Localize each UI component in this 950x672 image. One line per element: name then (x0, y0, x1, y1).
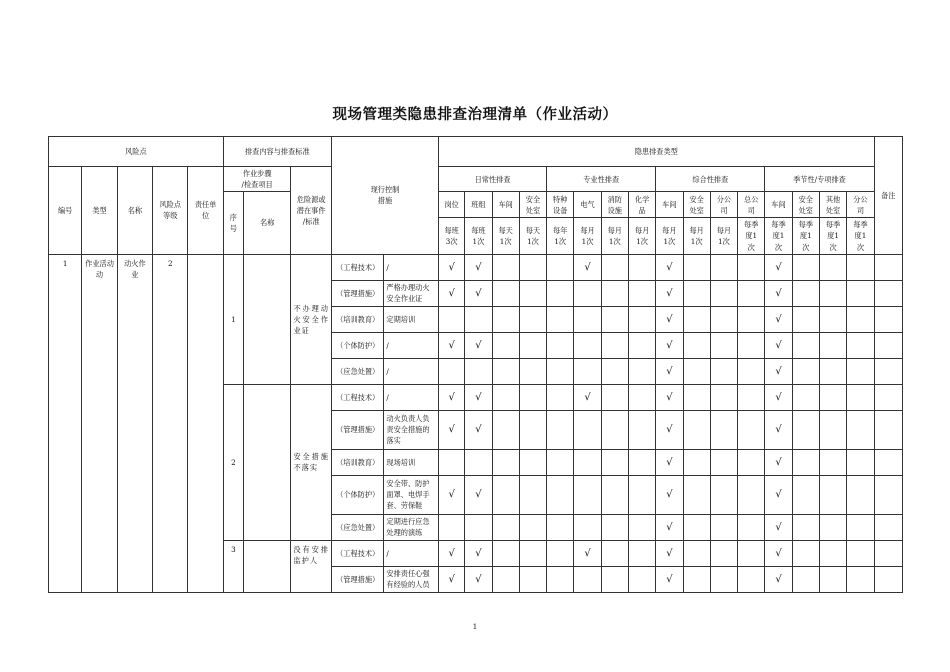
check-cell (710, 306, 737, 332)
check-cell: √ (765, 384, 792, 410)
check-cell (847, 254, 874, 280)
check-cell (847, 566, 874, 592)
record-unit (188, 254, 223, 592)
check-cell (439, 514, 465, 540)
header-col-9: 车间 (656, 192, 683, 218)
check-cell: √ (765, 254, 792, 280)
check-cell (738, 306, 765, 332)
header-freq-12: 每季 度1 次 (738, 218, 765, 254)
check-cell (819, 332, 846, 358)
check-cell (683, 514, 710, 540)
check-cell (792, 410, 819, 449)
remark-cell (874, 475, 902, 514)
hazard-checklist-table (48, 136, 903, 593)
measure-detail: / (384, 540, 439, 566)
check-cell (574, 449, 601, 475)
check-cell (601, 514, 628, 540)
table-body (49, 137, 903, 593)
check-cell (819, 566, 846, 592)
check-cell (792, 254, 819, 280)
check-cell (492, 332, 519, 358)
check-cell (465, 514, 492, 540)
check-cell (439, 306, 465, 332)
header-freq-15: 每季 度1 次 (819, 218, 846, 254)
measure-type: （工程技术） (331, 540, 384, 566)
header-freq-5: 每年 1次 (547, 218, 574, 254)
check-cell (710, 332, 737, 358)
check-cell (710, 475, 737, 514)
measure-detail: / (384, 384, 439, 410)
measure-type: （应急处置） (331, 514, 384, 540)
measure-type: （管理措施） (331, 410, 384, 449)
check-cell (819, 384, 846, 410)
check-cell: √ (574, 384, 601, 410)
remark-cell (874, 540, 902, 566)
check-cell (574, 332, 601, 358)
check-cell (601, 540, 628, 566)
measure-detail: 定期进行应急处理的演练 (384, 514, 439, 540)
measure-type: （工程技术） (331, 384, 384, 410)
measure-type: （培训教育） (331, 306, 384, 332)
record-name: 动火作 业 (117, 254, 152, 592)
header-hazard-types: 隐患排查类型 (439, 137, 875, 167)
group-hazard: 安全措施不落实 (291, 384, 331, 540)
check-cell (792, 449, 819, 475)
check-cell (792, 306, 819, 332)
check-cell (574, 306, 601, 332)
check-cell: √ (465, 475, 492, 514)
header-col-3: 车间 (492, 192, 519, 218)
check-cell (519, 306, 546, 332)
header-group-special: 专业性排查 (547, 167, 656, 192)
measure-detail: / (384, 332, 439, 358)
check-cell (683, 254, 710, 280)
check-cell (819, 475, 846, 514)
header-freq-8: 每月 1次 (628, 218, 655, 254)
remark-cell (874, 280, 902, 306)
check-cell (547, 384, 574, 410)
check-cell: √ (439, 280, 465, 306)
check-cell (628, 384, 655, 410)
check-cell (792, 332, 819, 358)
check-cell (683, 540, 710, 566)
check-cell (547, 514, 574, 540)
check-cell (738, 514, 765, 540)
group-hazard: 没有安排监护人 (291, 540, 331, 592)
check-cell (547, 280, 574, 306)
group-seq: 2 (223, 384, 243, 540)
check-cell: √ (439, 475, 465, 514)
check-cell: √ (574, 540, 601, 566)
check-cell (683, 384, 710, 410)
measure-detail: 严格办理动火安全作业证 (384, 280, 439, 306)
check-cell (738, 475, 765, 514)
check-cell (819, 358, 846, 384)
check-cell: √ (656, 449, 683, 475)
check-cell (819, 280, 846, 306)
check-cell: √ (465, 566, 492, 592)
header-remark: 备注 (874, 137, 902, 255)
check-cell (547, 449, 574, 475)
check-cell: √ (574, 254, 601, 280)
check-cell (738, 449, 765, 475)
measure-type: （个体防护） (331, 475, 384, 514)
check-cell (628, 254, 655, 280)
check-cell (792, 280, 819, 306)
check-cell (628, 358, 655, 384)
measure-detail: 定期培训 (384, 306, 439, 332)
check-cell: √ (656, 306, 683, 332)
check-cell: √ (465, 254, 492, 280)
check-cell: √ (465, 384, 492, 410)
check-cell: √ (465, 540, 492, 566)
check-cell (574, 410, 601, 449)
check-cell (574, 566, 601, 592)
check-cell (628, 410, 655, 449)
check-cell (683, 280, 710, 306)
check-cell (547, 566, 574, 592)
check-cell (547, 410, 574, 449)
check-cell: √ (656, 384, 683, 410)
check-cell (574, 358, 601, 384)
check-cell: √ (765, 566, 792, 592)
document-title: 现场管理类隐患排查治理清单（作业活动） (332, 107, 618, 123)
check-cell (792, 566, 819, 592)
check-cell (492, 306, 519, 332)
header-freq-13: 每季 度1 次 (765, 218, 792, 254)
header-freq-4: 每天 1次 (519, 218, 546, 254)
check-cell (547, 254, 574, 280)
check-cell (628, 280, 655, 306)
check-cell (683, 332, 710, 358)
check-cell (492, 540, 519, 566)
group-hazard: 不办理动火安全作业证 (291, 254, 331, 384)
measure-detail: 安全带、防护面罩、电焊手套、劳保鞋 (384, 475, 439, 514)
measure-detail: / (384, 254, 439, 280)
check-cell (628, 449, 655, 475)
check-cell (738, 384, 765, 410)
check-cell (519, 566, 546, 592)
check-cell: √ (765, 410, 792, 449)
check-cell (847, 332, 874, 358)
check-cell (792, 358, 819, 384)
check-cell (519, 449, 546, 475)
check-cell (519, 540, 546, 566)
check-cell (574, 280, 601, 306)
header-col-8: 化学 品 (628, 192, 655, 218)
header-freq-11: 每月 1次 (710, 218, 737, 254)
check-cell: √ (439, 254, 465, 280)
header-no: 编号 (49, 167, 82, 255)
check-cell (492, 280, 519, 306)
check-cell (710, 280, 737, 306)
check-cell: √ (465, 280, 492, 306)
header-group-seasonal: 季节性/专项排查 (765, 167, 874, 192)
header-controls: 现行控制 措施 (331, 137, 438, 255)
check-cell: √ (439, 332, 465, 358)
check-cell: √ (439, 566, 465, 592)
check-cell (847, 280, 874, 306)
check-cell (519, 384, 546, 410)
record-type: 作业活动 动 (82, 254, 117, 592)
group-seq: 1 (223, 254, 243, 384)
header-freq-2: 每班 1次 (465, 218, 492, 254)
record-no: 1 (49, 254, 82, 592)
check-cell (601, 475, 628, 514)
check-cell (683, 358, 710, 384)
header-col-2: 班组 (465, 192, 492, 218)
check-cell: √ (465, 410, 492, 449)
check-cell: √ (656, 280, 683, 306)
header-freq-3: 每天 1次 (492, 218, 519, 254)
check-cell: √ (439, 384, 465, 410)
measure-detail: / (384, 358, 439, 384)
check-cell (601, 306, 628, 332)
check-cell: √ (656, 475, 683, 514)
header-col-12: 总公 司 (738, 192, 765, 218)
group-seq: 3 (223, 540, 243, 592)
header-name: 名称 (117, 167, 152, 255)
check-cell (738, 566, 765, 592)
check-cell: √ (765, 306, 792, 332)
check-cell (601, 254, 628, 280)
header-risk-point: 风险点 (49, 137, 224, 167)
check-cell (792, 384, 819, 410)
header-freq-14: 每季 度1 次 (792, 218, 819, 254)
check-cell (547, 306, 574, 332)
header-col-14: 安全 处室 (792, 192, 819, 218)
check-cell (465, 449, 492, 475)
check-cell (519, 280, 546, 306)
check-cell (683, 566, 710, 592)
header-seq: 序 号 (223, 192, 243, 254)
check-cell: √ (765, 540, 792, 566)
check-cell (738, 332, 765, 358)
check-cell (601, 332, 628, 358)
check-cell (738, 540, 765, 566)
check-cell (601, 410, 628, 449)
check-cell (792, 475, 819, 514)
record-level: 2 (153, 254, 188, 592)
remark-cell (874, 566, 902, 592)
measure-detail: 现场培训 (384, 449, 439, 475)
check-cell (465, 358, 492, 384)
check-cell: √ (439, 410, 465, 449)
check-cell (465, 306, 492, 332)
header-freq-1: 每班 3次 (439, 218, 465, 254)
check-cell (738, 280, 765, 306)
check-cell (738, 254, 765, 280)
header-freq-6: 每月 1次 (574, 218, 601, 254)
check-cell: √ (656, 566, 683, 592)
check-cell (601, 449, 628, 475)
check-cell (683, 306, 710, 332)
remark-cell (874, 306, 902, 332)
header-inspect-content: 排查内容与排查标准 (223, 137, 331, 167)
check-cell: √ (765, 332, 792, 358)
check-cell: √ (439, 540, 465, 566)
check-cell (601, 358, 628, 384)
header-col-10: 安全 处室 (683, 192, 710, 218)
header-freq-16: 每季 度1 次 (847, 218, 874, 254)
check-cell (819, 449, 846, 475)
header-hazard-std: 危险源或 潜在事件 /标准 (291, 167, 331, 255)
check-cell (683, 449, 710, 475)
check-cell (819, 410, 846, 449)
header-col-1: 岗位 (439, 192, 465, 218)
check-cell (519, 332, 546, 358)
check-cell (847, 306, 874, 332)
header-unit: 责任单 位 (188, 167, 223, 255)
check-cell (547, 332, 574, 358)
check-cell: √ (656, 254, 683, 280)
check-cell (492, 566, 519, 592)
header-col-11: 分公 司 (710, 192, 737, 218)
remark-cell (874, 410, 902, 449)
header-freq-9: 每月 1次 (656, 218, 683, 254)
measure-type: （应急处置） (331, 358, 384, 384)
check-cell (492, 449, 519, 475)
header-type: 类型 (82, 167, 117, 255)
measure-type: （工程技术） (331, 254, 384, 280)
check-cell (574, 475, 601, 514)
remark-cell (874, 514, 902, 540)
check-cell (847, 358, 874, 384)
check-cell: √ (765, 514, 792, 540)
remark-cell (874, 449, 902, 475)
check-cell (547, 475, 574, 514)
measure-type: （个体防护） (331, 332, 384, 358)
check-cell (738, 410, 765, 449)
header-risk-level: 风险点 等级 (153, 167, 188, 255)
check-cell (710, 540, 737, 566)
check-cell (710, 358, 737, 384)
check-cell (628, 514, 655, 540)
group-step (244, 540, 291, 592)
check-cell: √ (656, 410, 683, 449)
header-freq-10: 每月 1次 (683, 218, 710, 254)
check-cell (847, 384, 874, 410)
remark-cell (874, 254, 902, 280)
remark-cell (874, 358, 902, 384)
check-cell (819, 306, 846, 332)
check-cell: √ (465, 332, 492, 358)
header-step-name: 名称 (244, 192, 291, 254)
check-cell (519, 475, 546, 514)
header-col-5: 特种 设备 (547, 192, 574, 218)
group-step (244, 384, 291, 540)
check-cell (710, 449, 737, 475)
check-cell: √ (765, 475, 792, 514)
check-cell: √ (656, 540, 683, 566)
check-cell (628, 540, 655, 566)
check-cell (439, 449, 465, 475)
table-row (49, 254, 903, 280)
check-cell (683, 410, 710, 449)
check-cell (792, 514, 819, 540)
check-cell (628, 306, 655, 332)
measure-type: （管理措施） (331, 280, 384, 306)
check-cell (819, 540, 846, 566)
measure-detail: 安排责任心强有经验的人员 (384, 566, 439, 592)
group-step (244, 254, 291, 384)
check-cell (519, 254, 546, 280)
header-col-16: 分公 司 (847, 192, 874, 218)
check-cell (628, 566, 655, 592)
check-cell: √ (656, 332, 683, 358)
measure-detail: 动火负责人负责安全措施的落实 (384, 410, 439, 449)
check-cell: √ (656, 358, 683, 384)
check-cell: √ (765, 449, 792, 475)
check-cell (738, 358, 765, 384)
check-cell (819, 514, 846, 540)
check-cell (847, 540, 874, 566)
check-cell (710, 384, 737, 410)
header-col-4: 安全 处室 (519, 192, 546, 218)
check-cell (492, 410, 519, 449)
check-cell (710, 514, 737, 540)
measure-type: （培训教育） (331, 449, 384, 475)
check-cell (519, 358, 546, 384)
check-cell (710, 566, 737, 592)
check-cell (601, 384, 628, 410)
check-cell (847, 514, 874, 540)
check-cell (819, 254, 846, 280)
check-cell (710, 410, 737, 449)
check-cell (519, 514, 546, 540)
check-cell (519, 410, 546, 449)
header-col-7: 消防 设施 (601, 192, 628, 218)
check-cell (601, 280, 628, 306)
check-cell (683, 475, 710, 514)
check-cell: √ (656, 514, 683, 540)
check-cell (574, 514, 601, 540)
header-group-comprehensive: 综合性排查 (656, 167, 765, 192)
check-cell (439, 358, 465, 384)
check-cell (492, 384, 519, 410)
check-cell: √ (765, 358, 792, 384)
header-freq-7: 每月 1次 (601, 218, 628, 254)
check-cell (710, 254, 737, 280)
check-cell (628, 332, 655, 358)
check-cell: √ (765, 280, 792, 306)
header-steps: 作业步骤 /检查项目 (223, 167, 291, 192)
check-cell (492, 358, 519, 384)
check-cell (792, 540, 819, 566)
check-cell (547, 358, 574, 384)
page-number: 1 (472, 623, 478, 631)
check-cell (847, 449, 874, 475)
check-cell (547, 540, 574, 566)
header-col-13: 车间 (765, 192, 792, 218)
check-cell (847, 410, 874, 449)
check-cell (601, 566, 628, 592)
header-col-15: 其他 处室 (819, 192, 846, 218)
check-cell (492, 475, 519, 514)
check-cell (492, 254, 519, 280)
header-group-daily: 日常性排查 (439, 167, 547, 192)
header-col-6: 电气 (574, 192, 601, 218)
remark-cell (874, 384, 902, 410)
measure-type: （管理措施） (331, 566, 384, 592)
check-cell (628, 475, 655, 514)
check-cell (492, 514, 519, 540)
remark-cell (874, 332, 902, 358)
check-cell (847, 475, 874, 514)
